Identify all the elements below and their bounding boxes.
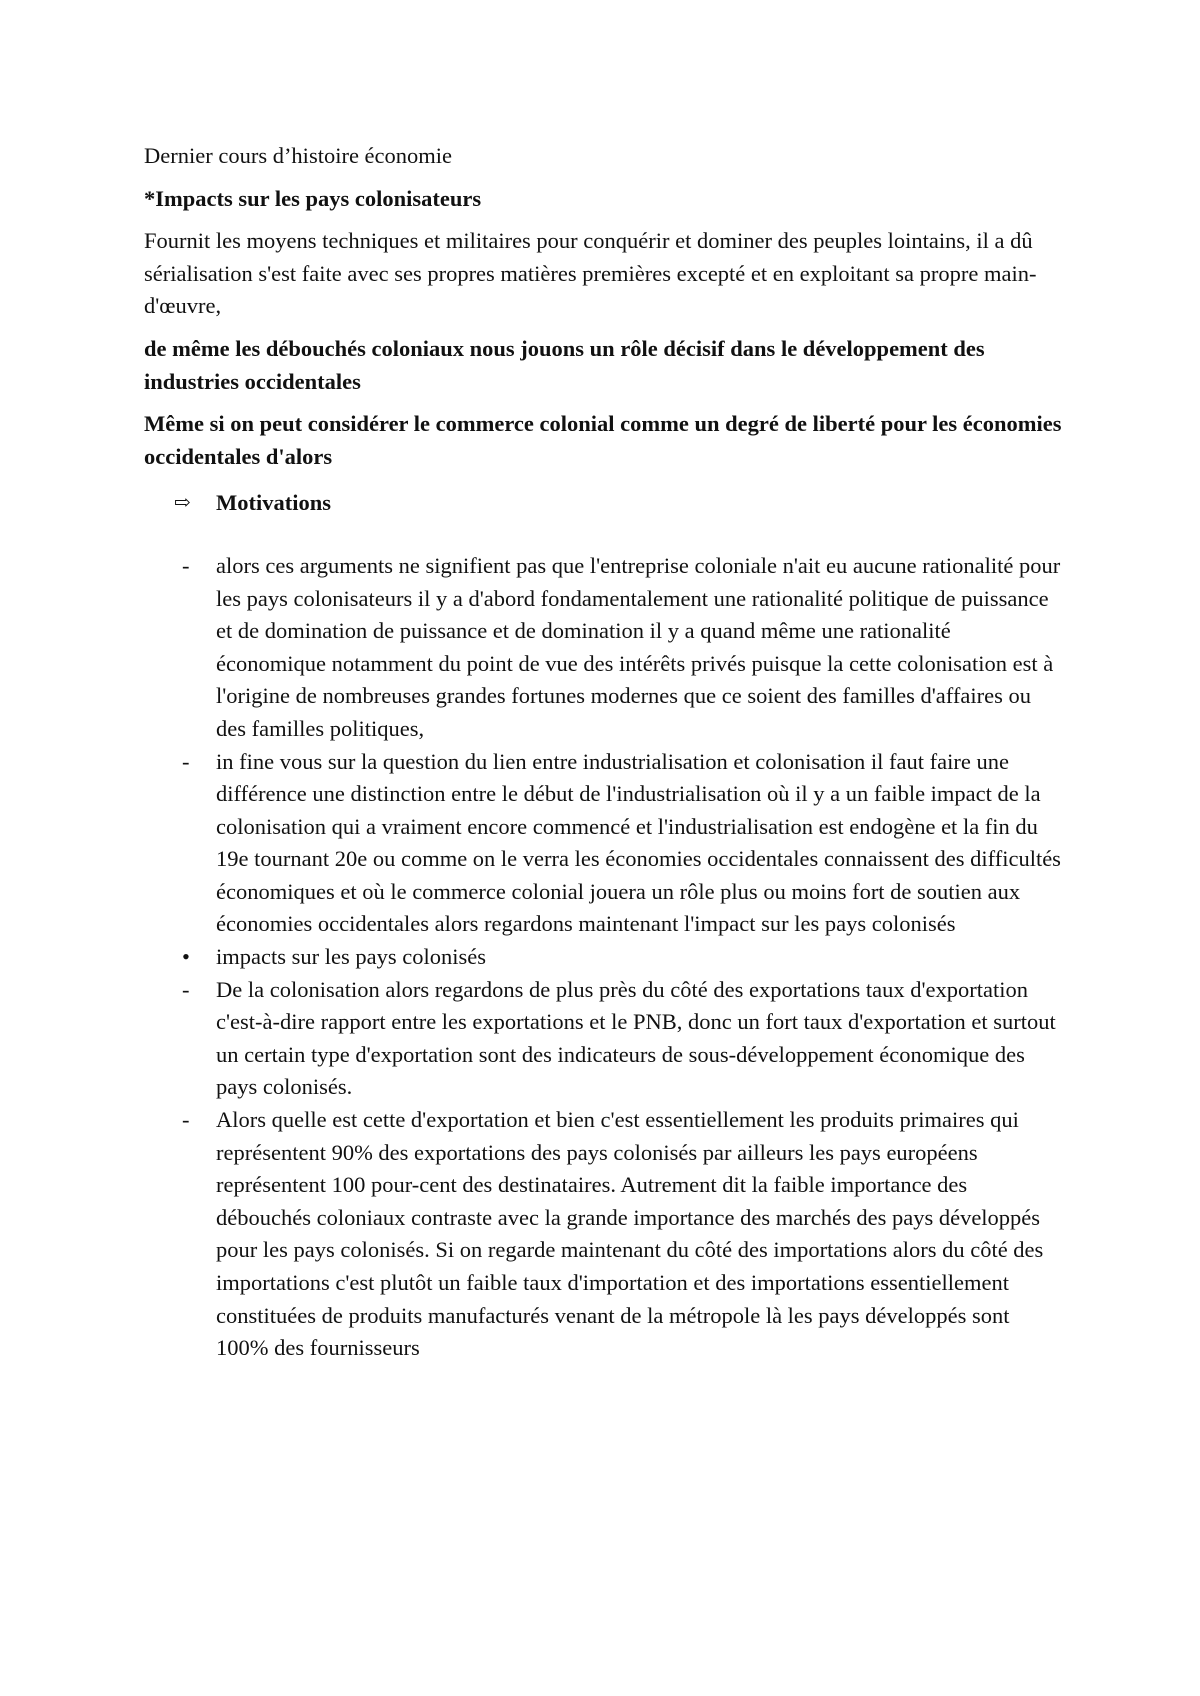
list-item	[144, 746, 1064, 942]
bullet-dot-icon: •	[182, 944, 190, 970]
dash-marker: -	[182, 1107, 190, 1133]
list-item	[144, 941, 1064, 974]
document-page	[144, 140, 1064, 1365]
arrow-right-icon: ⇨	[174, 492, 191, 515]
list-item	[144, 550, 1064, 746]
bullet-list	[144, 550, 1064, 1365]
list-item-text: in fine vous sur la question du lien entre industrialisation et colonisation il faut faire une différence une distinction entre le début de l'industrialisation où il y a un faible impact de la colonisation qui a vraiment encore commencé et l'industrialisation est endogène et la fin du 19e tournant 20e ou comme on le verra les économies occidentales connaissent des difficultés économiques et où le commerce colonial jouera un rôle plus ou moins fort de soutien aux économies occidentales alors regardons maintenant l'impact sur les pays colonisés	[216, 748, 1061, 937]
list-item	[144, 1104, 1064, 1365]
paragraph-1: Fournit les moyens techniques et militaires pour conquérir et dominer des peuples lointains, il a dû sérialisation s'est faite avec ses propres matières premières excepté et en exploitant sa propre main-d'œuvre,	[144, 228, 1037, 319]
dash-marker: -	[182, 976, 190, 1002]
list-item-text: Alors quelle est cette d'exportation et bien c'est essentiellement les produits primaires qui représentent 90% des exportations des pays colonisés par ailleurs les pays européens représentent 100 pour-cent des destinataires. Autrement dit la faible importance des débouchés coloniaux contraste avec la grande importance des marchés des pays développés pour les pays colonisés. Si on regarde maintenant du côté des importations alors du côté des importations c'est plutôt un faible taux d'importation et des importations essentiellement constituées de produits manufacturés venant de la métropole là les pays développés sont 100% des fournisseurs	[216, 1107, 1044, 1361]
section-heading: *Impacts sur les pays colonisateurs	[144, 185, 482, 211]
list-item-text: De la colonisation alors regardons de plus près du côté des exportations taux d'exportation c'est-à-dire rapport entre les exportations et le PNB, donc un fort taux d'exportation et surtout un certain type d'exportation sont des indicateurs de sous-développement économique des pays colonisés.	[216, 976, 1056, 1100]
dash-marker: -	[182, 748, 190, 774]
list-item-text: alors ces arguments ne signifient pas que l'entreprise coloniale n'ait eu aucune rationalité pour les pays colonisateurs il y a d'abord fondamentalement une rationalité politique de puissance et de domination de puissance et de domination il y a quand même une rationalité économique notamment du point de vue des intérêts privés puisque la cette colonisation est à l'origine de nombreuses grandes fortunes modernes que ce soient des familles d'affaires ou des familles politiques,	[216, 552, 1061, 741]
motivations-heading	[174, 487, 1064, 520]
paragraph-2: de même les débouchés coloniaux nous jouons un rôle décisif dans le développement des industries occidentales	[144, 335, 985, 394]
motivations-label: Motivations	[216, 490, 331, 516]
document-title: Dernier cours d’histoire économie	[144, 143, 453, 168]
dash-marker: -	[182, 552, 190, 578]
list-item	[144, 974, 1064, 1104]
list-item-text: impacts sur les pays colonisés	[216, 944, 486, 970]
paragraph-3: Même si on peut considérer le commerce colonial comme un degré de liberté pour les économies occidentales d'alors	[144, 411, 1062, 469]
